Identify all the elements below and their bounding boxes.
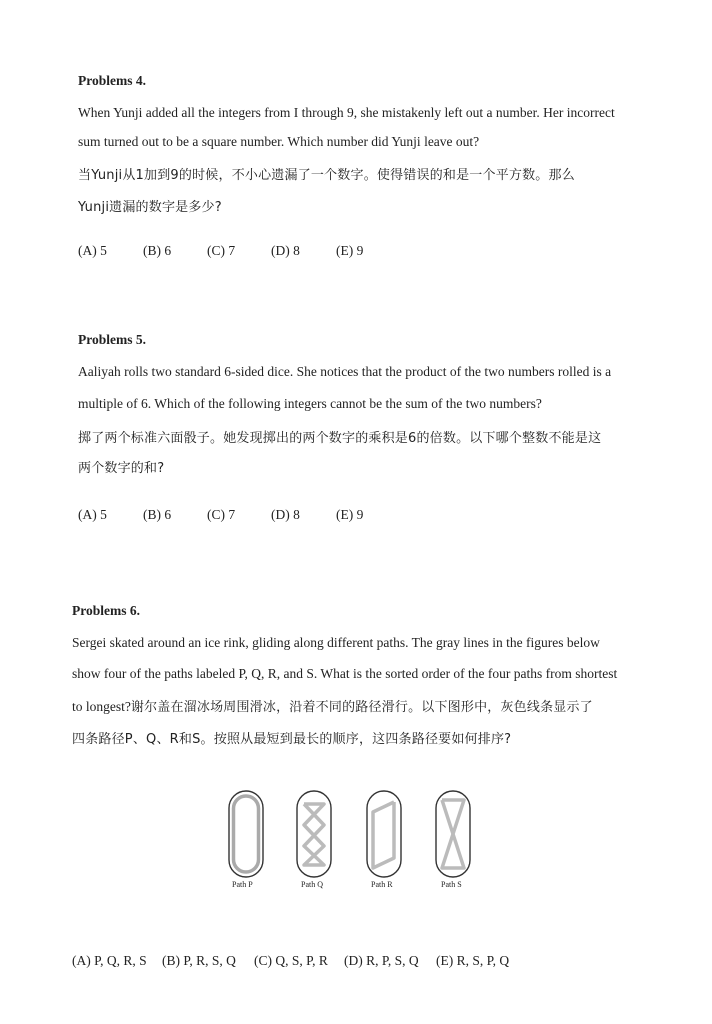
path-q-label: Path Q	[301, 880, 323, 889]
path-p-figure	[229, 791, 263, 877]
path-q-gray-path	[304, 804, 324, 865]
problem-5-choice-a: (A) 5	[78, 507, 107, 522]
problem-6-choice-a: (A) P, Q, R, S	[72, 953, 147, 968]
problem-6-choice-c: (C) Q, S, P, R	[254, 953, 328, 968]
problem-6-choice-d: (D) R, P, S, Q	[344, 953, 419, 968]
problem-4-zh-line-1: 当Yunji从1加到9的时候，不小心遗漏了一个数字。使得错误的和是一个平方数。那么	[78, 168, 575, 183]
problem-4-title: Problems 4.	[78, 73, 146, 88]
problem-4-choice-e: (E) 9	[336, 243, 364, 258]
problem-6-text-line-3-zh: 谢尔盖在溜冰场周围滑冰，沿着不同的路径滑行。以下图形中，灰色线条显示了	[130, 700, 593, 715]
problem-5-zh-line-1: 掷了两个标准六面骰子。她发现掷出的两个数字的乘积是6的倍数。以下哪个整数不能是这	[78, 431, 602, 446]
problem-6-text-line-3	[72, 696, 593, 716]
problem-5-zh-line-2: 两个数字的和?	[78, 461, 165, 476]
problem-4-choice-d: (D) 8	[271, 243, 300, 258]
problem-4-choice-c: (C) 7	[207, 243, 236, 258]
problem-4-choice-b: (B) 6	[143, 243, 172, 258]
problem-4-choice-a: (A) 5	[78, 243, 107, 258]
problem-5-text-line-1: Aaliyah rolls two standard 6-sided dice. She notices that the product of the two numbers rolled is a	[78, 364, 612, 379]
problem-6-choice-b: (B) P, R, S, Q	[162, 953, 236, 968]
problem-6-choice-e: (E) R, S, P, Q	[436, 953, 510, 968]
problem-6-title: Problems 6.	[72, 603, 140, 618]
path-s-label: Path S	[441, 880, 462, 889]
path-r-label: Path R	[371, 880, 393, 889]
problem-5-choice-d: (D) 8	[271, 507, 300, 522]
problem-5-title: Problems 5.	[78, 332, 146, 347]
problem-6-zh-line-2: 四条路径P、Q、R和S。按照从最短到最长的顺序，这四条路径要如何排序?	[72, 732, 512, 747]
problem-4-text-line-2: sum turned out to be a square number. Which number did Yunji leave out?	[78, 134, 480, 149]
problem-6-text-line-2: show four of the paths labeled P, Q, R, and S. What is the sorted order of the four paths from shortest	[72, 666, 618, 681]
problem-4-text-line-1: When Yunji added all the integers from I through 9, she mistakenly left out a number. Her incorrect	[78, 105, 615, 120]
path-s-figure	[436, 791, 470, 877]
problem-6-text-line-3-en: to longest?	[72, 699, 131, 714]
problem-5-text-line-2: multiple of 6. Which of the following integers cannot be the sum of the two numbers?	[78, 396, 542, 411]
problem-4-zh-line-2: Yunji遗漏的数字是多少?	[78, 200, 222, 215]
problem-6-text-line-1: Sergei skated around an ice rink, gliding along different paths. The gray lines in the figures below	[72, 635, 600, 650]
problem-5-choice-e: (E) 9	[336, 507, 364, 522]
problem-5-choice-c: (C) 7	[207, 507, 236, 522]
path-r-gray-path	[373, 802, 394, 868]
path-p-gray-path	[234, 796, 259, 872]
paths-figure	[220, 788, 490, 892]
path-q-figure	[297, 791, 331, 877]
path-s-gray-path	[442, 800, 464, 868]
problem-5-choice-b: (B) 6	[143, 507, 172, 522]
path-p-label: Path P	[232, 880, 253, 889]
path-r-figure	[367, 791, 401, 877]
